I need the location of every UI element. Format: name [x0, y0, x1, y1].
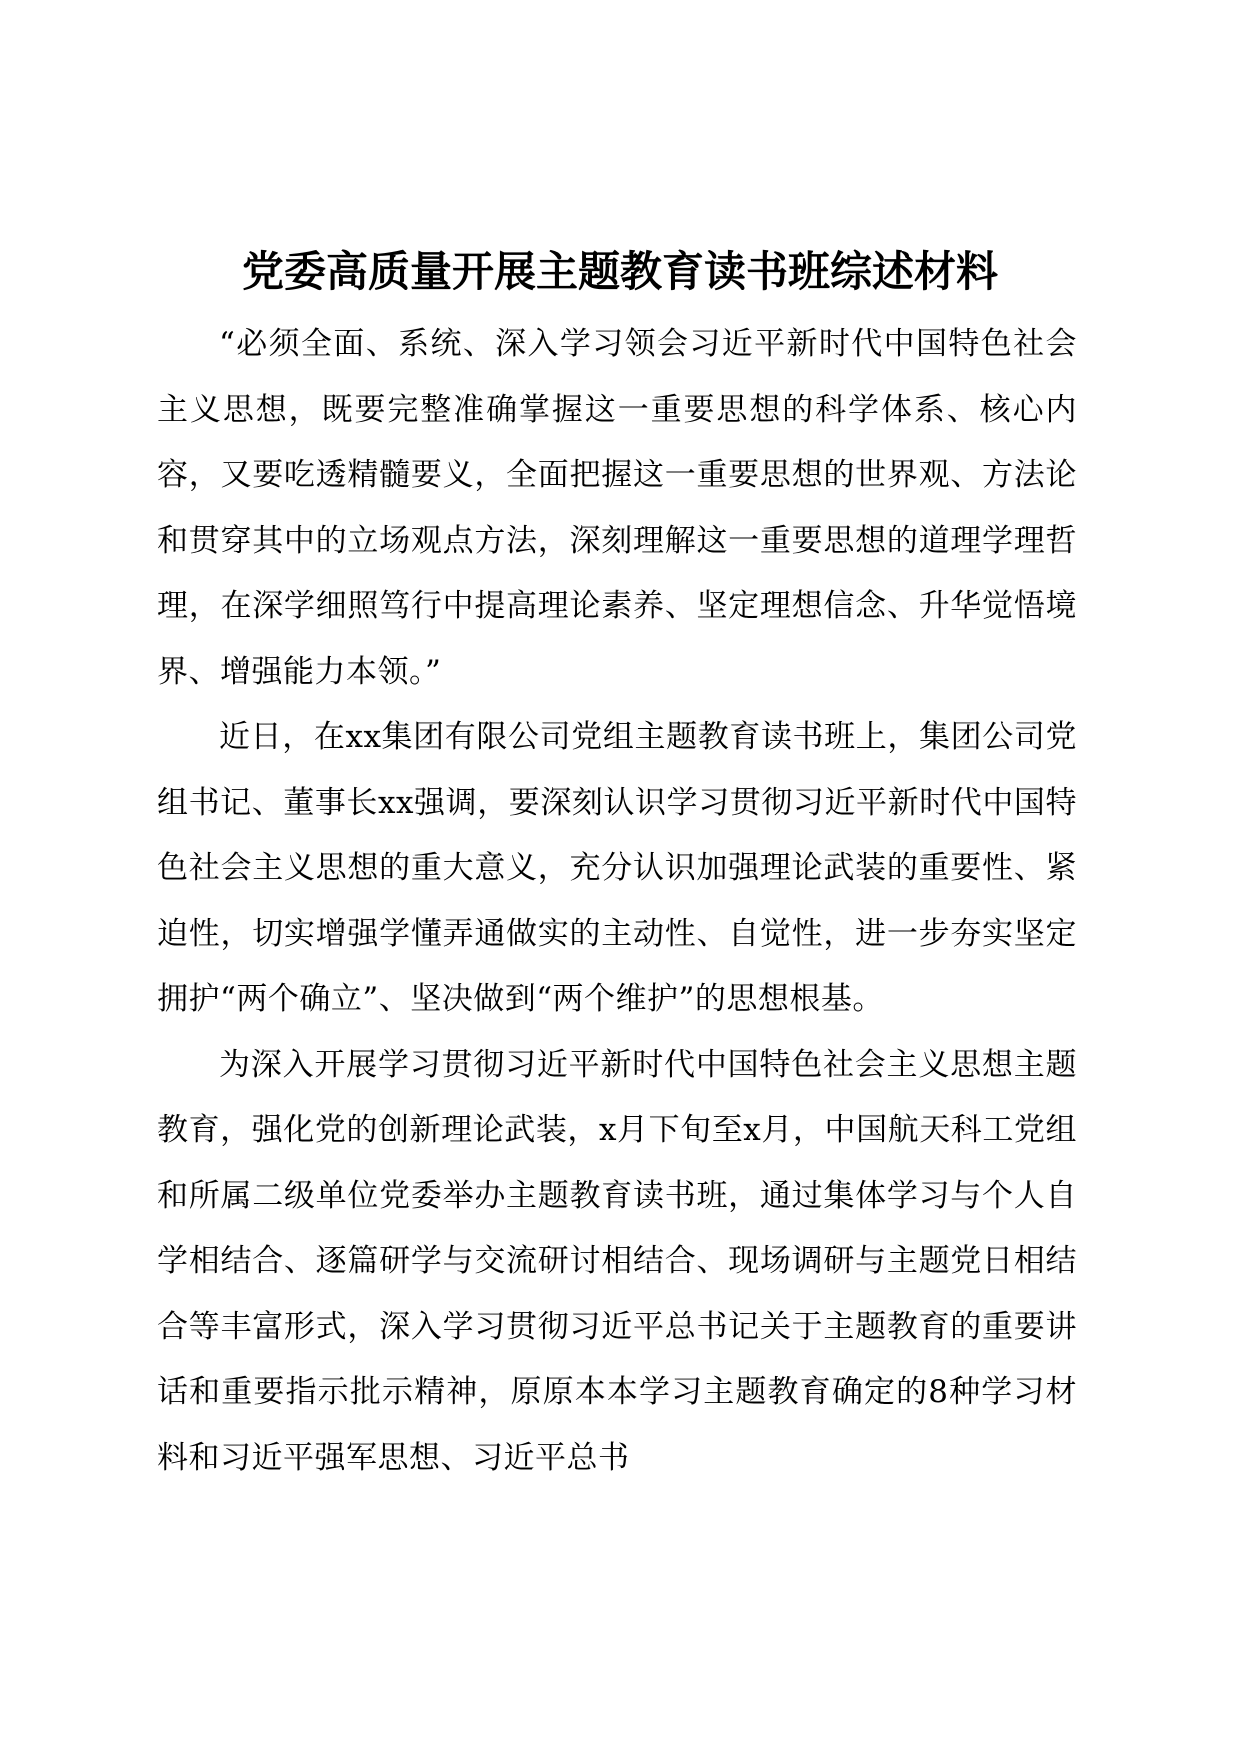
paragraph-reading-class: 近日，在xx集团有限公司党组主题教育读书班上，集团公司党组书记、董事长xx强调，要深刻认识学习贯彻习近平新时代中国特色社会主义思想的重大意义，充分认识加强理论武装的重要性、紧迫性，切实增强学懂弄通做实的主动性、自觉性，进一步夯实坚定拥护“两个确立”、坚决做到“两个维护”的思想根基。 [157, 719, 1077, 1017]
document-body [157, 312, 1077, 1491]
document-title: 党委高质量开展主题教育读书班综述材料 [241, 247, 998, 296]
paragraph-theme-education: 为深入开展学习贯彻习近平新时代中国特色社会主义思想主题教育，强化党的创新理论武装，x月下旬至x月，中国航天科工党组和所属二级单位党委举办主题教育读书班，通过集体学习与个人自学相结合、逐篇研学与交流研讨相结合、现场调研与主题党日相结合等丰富形式，深入学习贯彻习近平总书记关于主题教育的重要讲话和重要指示批示精神，原原本本学习主题教育确定的8种学习材料和习近平强军思想、习近平总书 [157, 1046, 1077, 1476]
paragraph-quote: “必须全面、系统、深入学习领会习近平新时代中国特色社会主义思想，既要完整准确掌握这一重要思想的科学体系、核心内容，又要吃透精髓要义，全面把握这一重要思想的世界观、方法论和贯穿其中的立场观点方法，深刻理解这一重要思想的道理学理哲理，在深学细照笃行中提高理论素养、坚定理想信念、升华觉悟境界、增强能力本领。” [157, 326, 1077, 690]
